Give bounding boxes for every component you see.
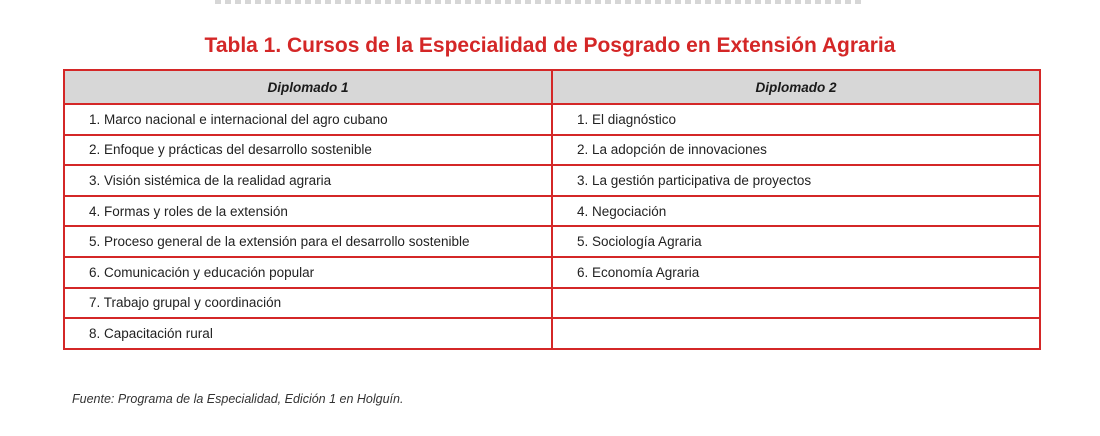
table-cell: 3. Visión sistémica de la realidad agraria [64, 165, 552, 196]
table-cell: 7. Trabajo grupal y coordinación [64, 288, 552, 319]
table-cell [552, 318, 1040, 349]
table-cell: 5. Proceso general de la extensión para el desarrollo sostenible [64, 226, 552, 257]
table-cell [552, 288, 1040, 319]
table-row [64, 288, 1040, 319]
table-cell: 1. El diagnóstico [552, 104, 1040, 135]
header-diplomado-2: Diplomado 2 [552, 70, 1040, 104]
table-row [64, 318, 1040, 349]
table-row [64, 226, 1040, 257]
table-row [64, 104, 1040, 135]
courses-table [63, 69, 1041, 350]
table-cell: 4. Negociación [552, 196, 1040, 227]
table-row [64, 196, 1040, 227]
table-row [64, 257, 1040, 288]
source-note: Fuente: Programa de la Especialidad, Edición 1 en Holguín. [72, 392, 404, 406]
table-title: Tabla 1. Cursos de la Especialidad de Posgrado en Extensión Agraria [204, 34, 896, 57]
table-cell: 8. Capacitación rural [64, 318, 552, 349]
cropped-text-strip [215, 0, 865, 4]
table-cell: 5. Sociología Agraria [552, 226, 1040, 257]
table-cell: 3. La gestión participativa de proyectos [552, 165, 1040, 196]
table-cell: 6. Comunicación y educación popular [64, 257, 552, 288]
table-header-row [64, 70, 1040, 104]
table-cell: 2. La adopción de innovaciones [552, 135, 1040, 166]
header-diplomado-1: Diplomado 1 [64, 70, 552, 104]
table-cell: 4. Formas y roles de la extensión [64, 196, 552, 227]
table-row [64, 165, 1040, 196]
table-row [64, 135, 1040, 166]
table-cell: 6. Economía Agraria [552, 257, 1040, 288]
table-cell: 1. Marco nacional e internacional del agro cubano [64, 104, 552, 135]
table-cell: 2. Enfoque y prácticas del desarrollo sostenible [64, 135, 552, 166]
